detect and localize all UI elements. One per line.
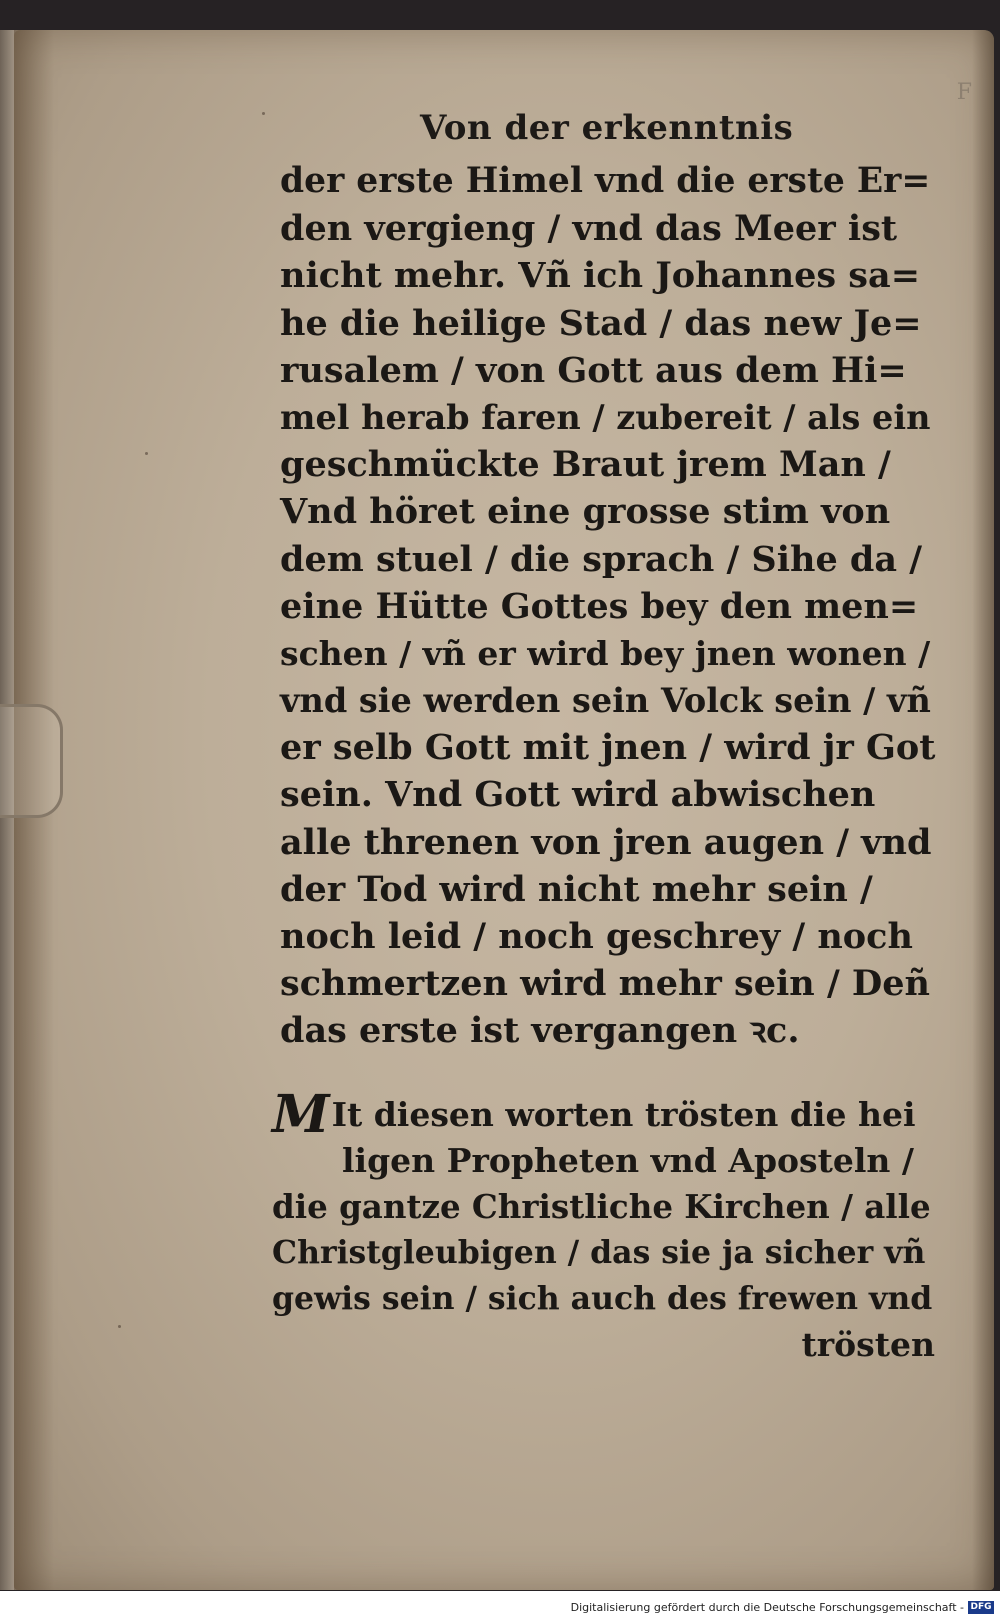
text-line: gewis sein / sich auch des frewen vnd	[272, 1280, 933, 1317]
page-right-edge	[972, 30, 994, 1590]
text-line: die gantze Christliche Kirchen / alle	[272, 1187, 931, 1226]
text-line: Vnd höret eine grosse stim von	[280, 491, 891, 533]
text-line: mel herab faren / zubereit / als ein	[280, 397, 931, 437]
text-line: der erste Himel vnd die erste Er=	[280, 161, 931, 201]
page-clip-tab	[0, 704, 63, 818]
text-line: ligen Propheten vnd Aposteln /	[342, 1141, 914, 1180]
text-line: vnd sie werden sein Volck sein / vñ	[280, 681, 931, 721]
text-line: schen / vñ er wird bey jnen wonen /	[280, 633, 931, 673]
folio-mark: F	[956, 80, 972, 105]
first-line-text: It diesen worten trösten die hei	[331, 1095, 916, 1134]
paper-speck	[262, 112, 265, 115]
drop-initial: M	[272, 1084, 330, 1145]
text-line: er selb Gott mit jnen / wird jr Got	[280, 727, 936, 769]
footer-bar	[0, 1591, 1000, 1621]
paper-speck	[118, 1325, 121, 1328]
catchword: trösten	[801, 1325, 935, 1364]
text-line: dem stuel / die sprach / Sihe da /	[280, 538, 923, 580]
digitization-credit: Digitalisierung gefördert durch die Deutsche Forschungsgemeinschaft -	[570, 1601, 964, 1614]
text-line: he die heilige Stad / das new Je=	[280, 302, 922, 344]
text-line: eine Hütte Gottes bey den men=	[280, 585, 919, 627]
text-line: geschmückte Braut jrem Man /	[280, 444, 891, 486]
text-line: sein. Vnd Gott wird abwischen	[280, 774, 876, 816]
text-line: nicht mehr. Vñ ich Johannes sa=	[280, 255, 921, 297]
text-line: den vergieng / vnd das Meer ist	[280, 208, 898, 250]
running-head: Von der erkenntnis	[420, 108, 794, 148]
paper-speck	[145, 452, 148, 455]
text-line: der Tod wird nicht mehr sein /	[280, 868, 873, 910]
text-line: Christgleubigen / das sie ja sicher vñ	[272, 1234, 926, 1271]
text-line: schmertzen wird mehr sein / Deñ	[280, 963, 930, 1005]
text-line: rusalem / von Gott aus dem Hi=	[280, 349, 907, 391]
dfg-logo: DFG	[968, 1601, 994, 1614]
paragraph-2	[272, 1084, 935, 1368]
paragraph-1	[280, 158, 935, 1055]
text-line: noch leid / noch geschrey / noch	[280, 916, 913, 957]
text-line: alle threnen von jren augen / vnd	[280, 821, 932, 863]
text-line: das erste ist vergangen ꝛc.	[280, 1010, 800, 1052]
paragraph-2-first-line	[272, 1084, 935, 1145]
